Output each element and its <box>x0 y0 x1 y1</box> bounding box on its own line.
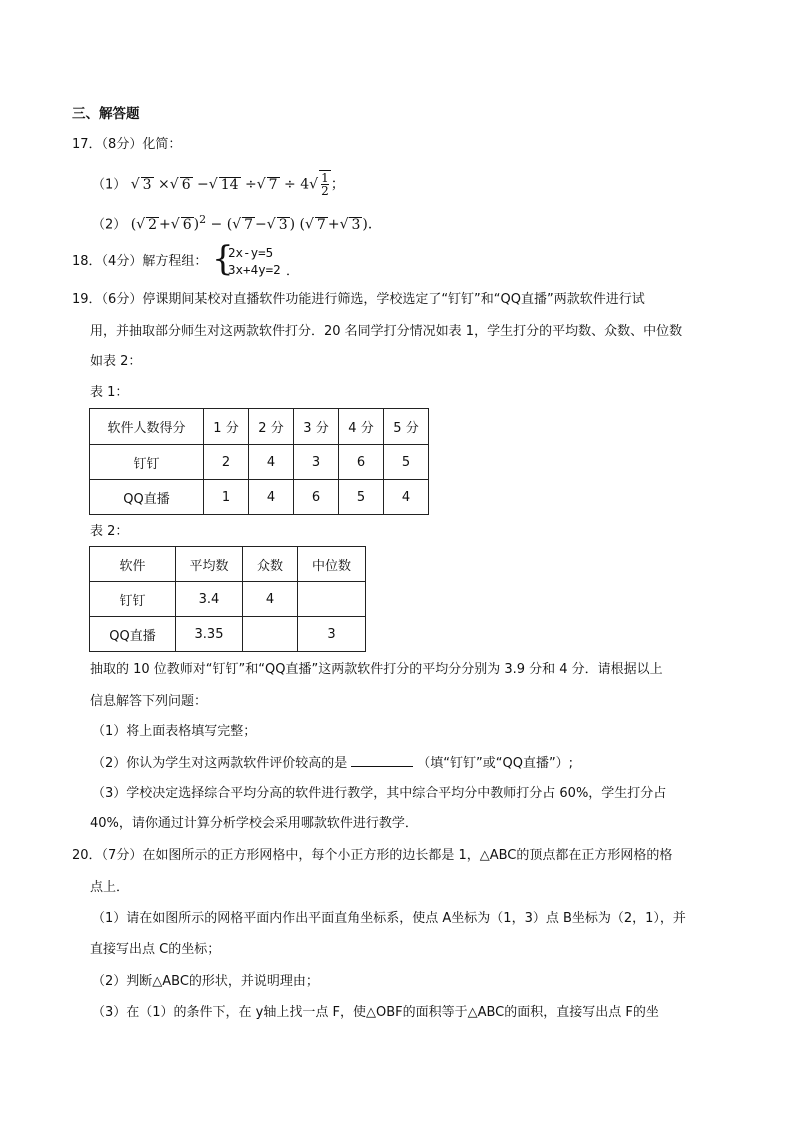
equation-1: 2x-y=5 <box>228 245 274 260</box>
q17-p2-exponent: 2 <box>199 213 207 226</box>
equation-system <box>228 244 281 278</box>
table1-cell: 3 <box>294 445 339 480</box>
table1-header-cell: 4 分 <box>339 409 384 445</box>
table2-row <box>90 582 366 617</box>
q17-p2-radicand-3: 7 <box>244 216 254 233</box>
q17-p2-radicand-4: 3 <box>278 216 288 233</box>
table2-cell: 3.4 <box>176 582 243 617</box>
q19-after-line-2: 信息解答下列问题： <box>90 694 208 709</box>
q18-period: ． <box>286 264 300 279</box>
q17-part1-label: （1） <box>92 177 127 193</box>
q19-sub-1: （1）将上面表格填写完整； <box>92 724 257 739</box>
table-1 <box>89 408 429 515</box>
table1-cell: 6 <box>339 445 384 480</box>
table1-header-cell: 2 分 <box>249 409 294 445</box>
q18-stem: 18．（4分）解方程组： <box>72 254 208 269</box>
q17-part1-expression: （1） √ 3 ×√ 6 −√ 14 ÷√ 7 ÷ 4√ $\frac{1}{2}$ ； <box>92 171 345 198</box>
q19-after-line-1: 抽取的 10 位教师对“钉钉”和“QQ直播”这两款软件打分的平均分分别为 3.9 分和 4 分．请根据以上 <box>90 662 663 677</box>
table2-row <box>90 617 366 652</box>
table1-cell: 5 <box>339 480 384 515</box>
q20-line-1: 20．（7分）在如图所示的正方形网格中，每个小正方形的边长都是 1，△ABC的顶点都在正方形网格的格 <box>72 848 673 863</box>
table1-cell: 1 <box>204 480 249 515</box>
table1-header-cell: 软件人数得分 <box>90 409 204 445</box>
equation-2: 3x+4y=2 <box>228 262 281 277</box>
q17-p1-radicand-a: 3 <box>142 176 152 193</box>
table2-cell: 4 <box>243 582 298 617</box>
system-brace: { <box>212 239 234 279</box>
table1-cell: 4 <box>249 445 294 480</box>
q17-p1-fraction <box>321 172 329 197</box>
table2-header-cell: 平均数 <box>176 547 243 582</box>
q19-sub-3-line-1: （3）学校决定选择综合平均分高的软件进行教学，其中综合平均分中教师打分占 60%，学生打分占 <box>92 786 667 801</box>
table2-cell: 3.35 <box>176 617 243 652</box>
table1-header-cell: 5 分 <box>384 409 429 445</box>
q19-sub-2-text: （2）你认为学生对这两款软件评价较高的是 <box>92 756 348 771</box>
q20-line-2: 点上． <box>90 880 130 895</box>
q20-sub-1-line-1: （1）请在如图所示的网格平面内作出平面直角坐标系，使点 A坐标为（1，3）点 B坐标为（2，1），并 <box>92 911 686 926</box>
table2-label: 表 2： <box>90 524 129 539</box>
q20-sub-2: （2）判断△ABC的形状，并说明理由； <box>92 974 319 989</box>
table1-cell: 6 <box>294 480 339 515</box>
q19-line-3: 如表 2： <box>90 354 142 369</box>
q17-p1-numerator: 1 <box>321 171 329 185</box>
table2-header-cell: 软件 <box>90 547 176 582</box>
q17-part2-expression: （2） (√ 2 +√ 6 )$^2$ − (√ 7 −√ 3 ) (√ 7 +√ 3 )． <box>92 213 382 233</box>
q19-line-2: 用，并抽取部分师生对这两款软件打分．20 名同学打分情况如表 1，学生打分的平均数、众数、中位数 <box>90 324 683 339</box>
q17-part2-label: （2） <box>92 217 127 233</box>
table1-header-cell: 3 分 <box>294 409 339 445</box>
table2-header-cell: 中位数 <box>298 547 366 582</box>
q17-p1-radicand-d: 7 <box>268 176 278 193</box>
answer-blank[interactable] <box>351 752 413 767</box>
q17-p1-coefficient: 4 <box>300 176 310 193</box>
q19-line-1: 19．（6分）停课期间某校对直播软件功能进行筛选，学校选定了“钉钉”和“QQ直播”两款软件进行试 <box>72 292 645 307</box>
q17-stem: 17．（8分）化简： <box>72 137 182 152</box>
table2-cell <box>243 617 298 652</box>
table1-cell: 钉钉 <box>90 445 204 480</box>
table2-header-row <box>90 547 366 582</box>
table1-cell: 4 <box>384 480 429 515</box>
table1-cell: 5 <box>384 445 429 480</box>
q20-sub-1-line-2: 直接写出点 C的坐标； <box>90 942 221 957</box>
q17-p2-radicand-2: 6 <box>182 216 192 233</box>
table1-cell: 4 <box>249 480 294 515</box>
q17-p1-radicand-c: 14 <box>220 176 239 193</box>
table1-row <box>90 480 429 515</box>
section-title: 三、解答题 <box>72 106 140 122</box>
q20-sub-3: （3）在（1）的条件下，在 y轴上找一点 F，使△OBF的面积等于△ABC的面积，直接写出点 F的坐 <box>92 1005 659 1020</box>
table2-header-cell: 众数 <box>243 547 298 582</box>
q19-sub-2 <box>92 752 573 774</box>
table-2 <box>89 546 366 652</box>
q17-p2-radicand-5: 7 <box>316 216 326 233</box>
q17-p2-radicand-6: 3 <box>351 216 361 233</box>
table1-cell: QQ直播 <box>90 480 204 515</box>
q17-p2-radicand-1: 2 <box>148 216 158 233</box>
q17-p1-denominator: 2 <box>321 184 329 198</box>
table1-header-row <box>90 409 429 445</box>
q19-sub-2-hint: （填“钉钉”或“QQ直播”）; <box>417 756 574 771</box>
table1-header-cell: 1 分 <box>204 409 249 445</box>
q19-sub-3-line-2: 40%，请你通过计算分析学校会采用哪款软件进行教学． <box>90 816 418 831</box>
table2-cell: 钉钉 <box>90 582 176 617</box>
q17-p1-radicand-b: 6 <box>181 176 191 193</box>
table2-cell: 3 <box>298 617 366 652</box>
table2-cell <box>298 582 366 617</box>
table2-cell: QQ直播 <box>90 617 176 652</box>
table1-label: 表 1： <box>90 385 129 400</box>
table1-cell: 2 <box>204 445 249 480</box>
table1-row <box>90 445 429 480</box>
